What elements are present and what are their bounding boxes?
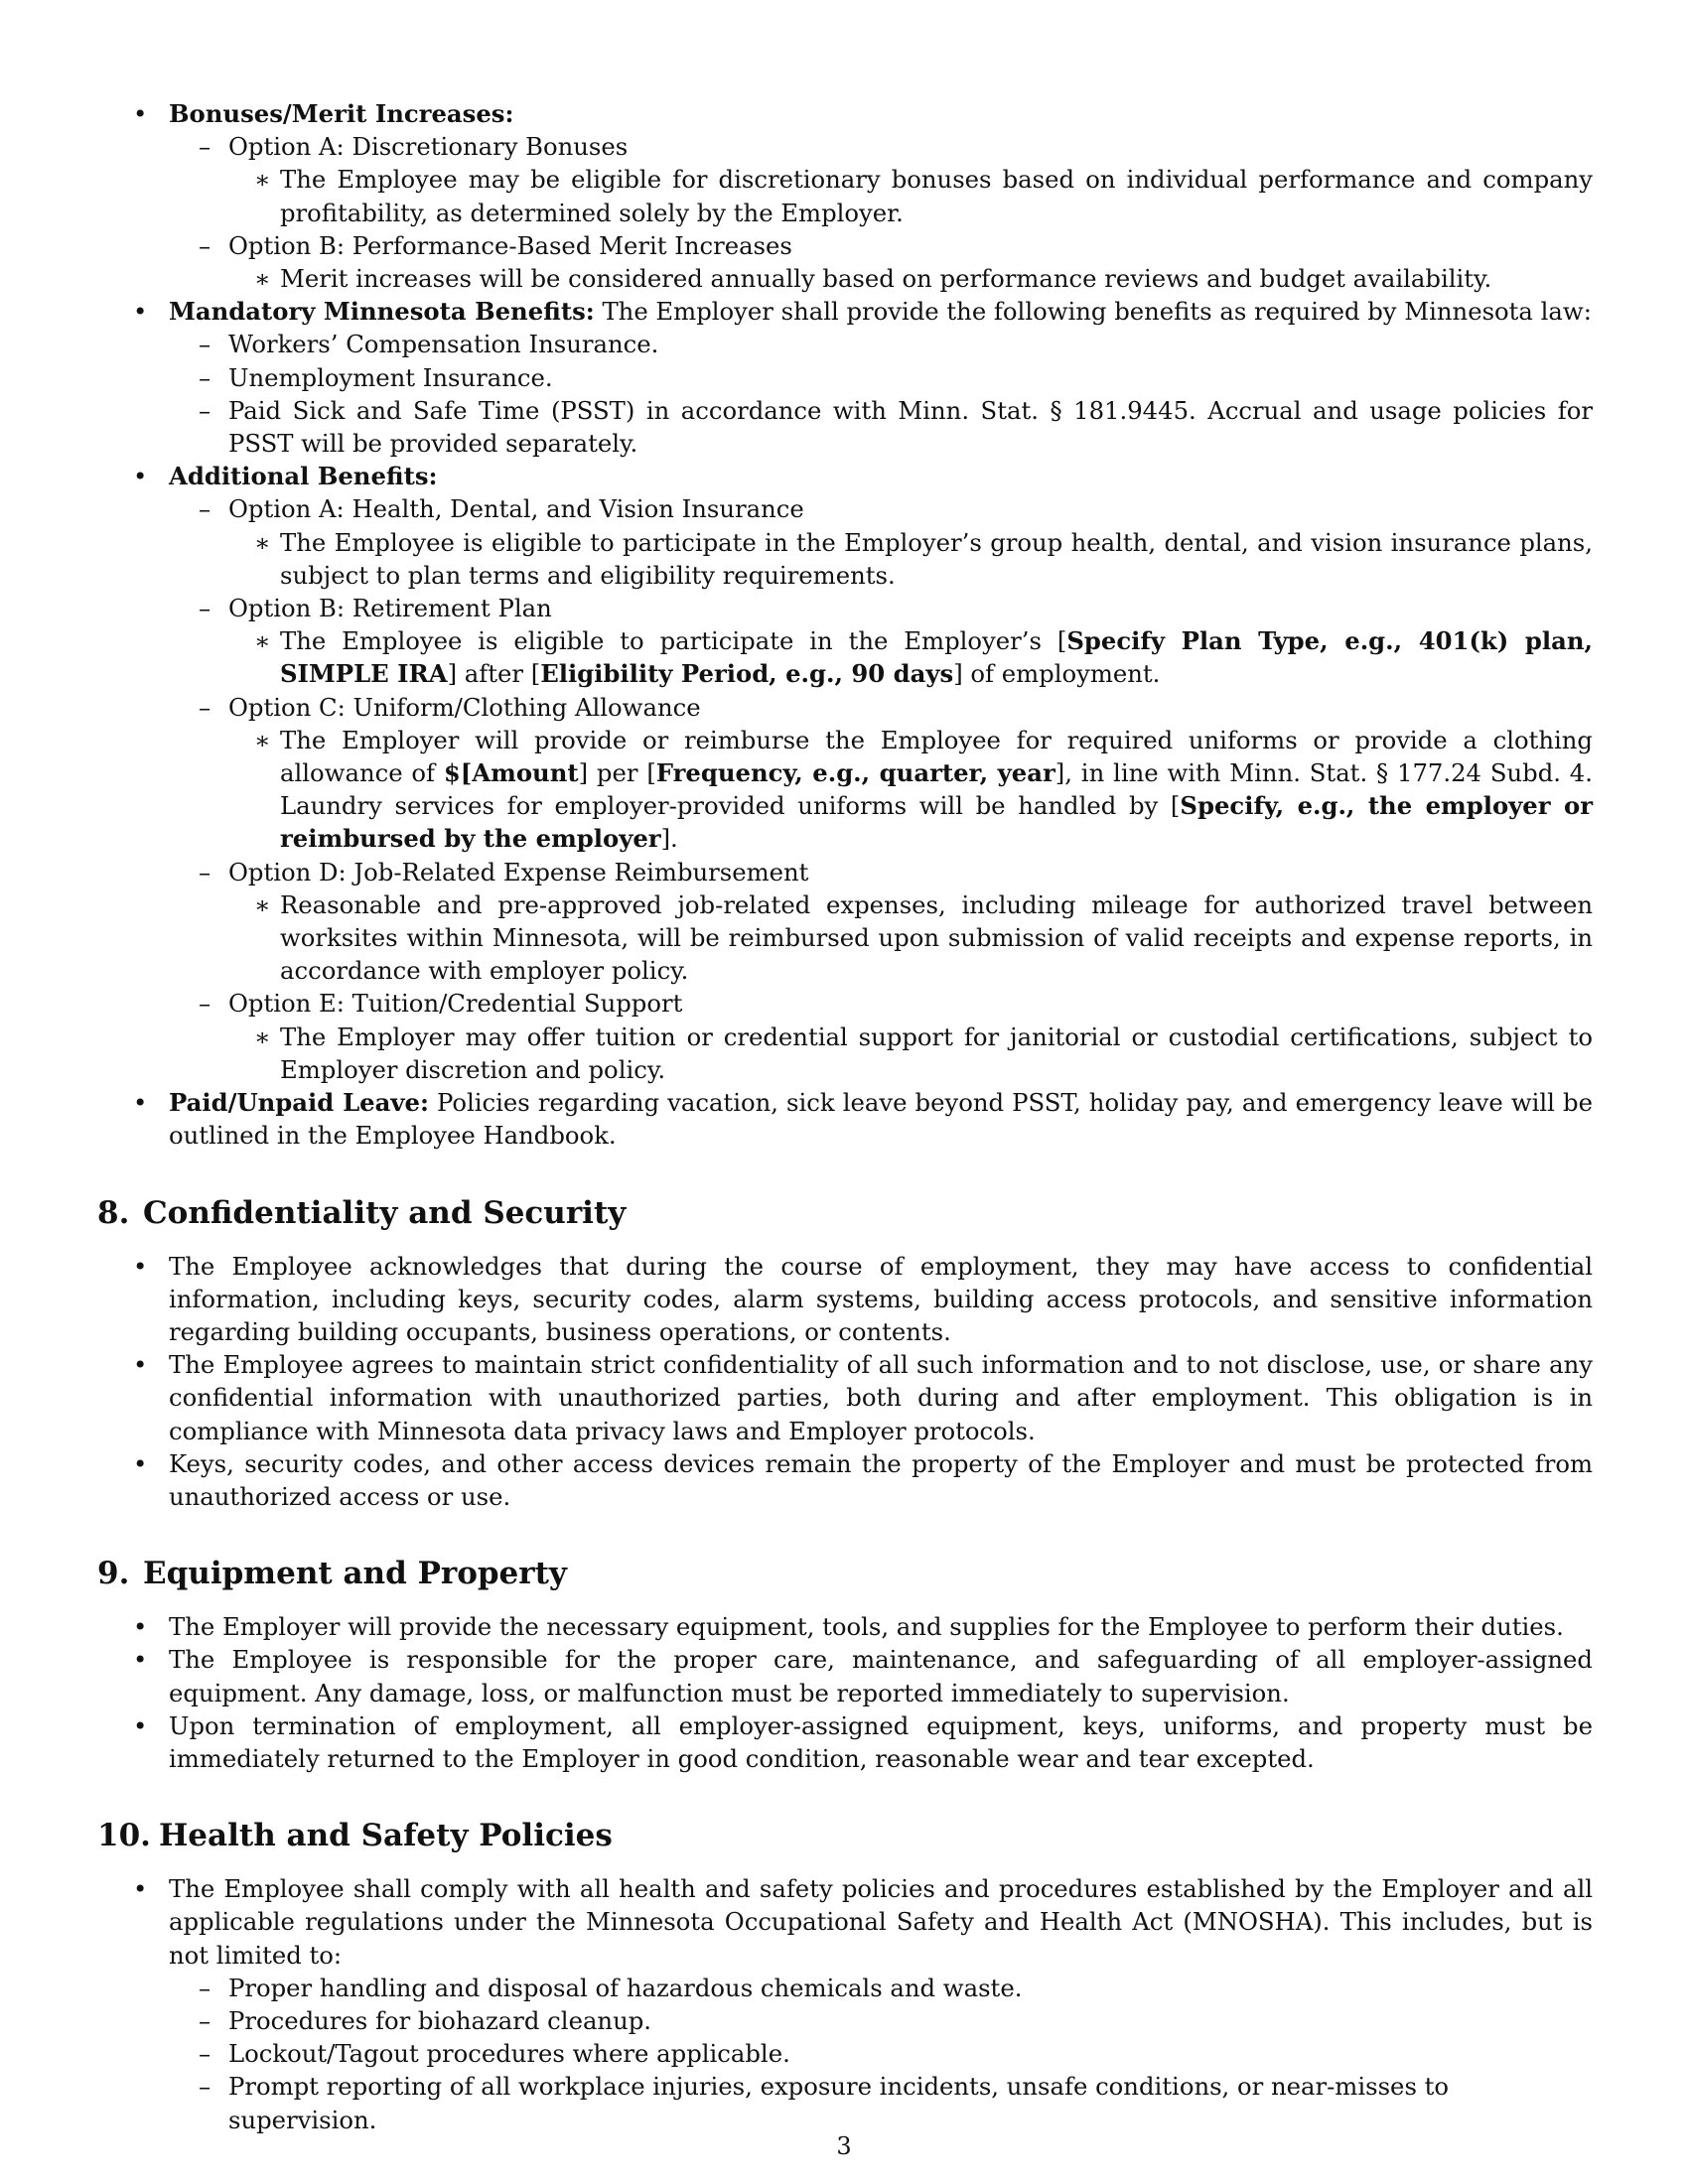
bonuses-option-b: – Option B: Performance-Based Merit Increases ∗ Merit increases will be considered annually based on performance reviews and budget availability.	[169, 229, 1593, 295]
bonuses-heading: Bonuses/Merit Increases:	[169, 99, 514, 128]
safety-procedure: – Proper handling and disposal of hazardous chemicals and waste.	[169, 1972, 1593, 2004]
mandatory-benefit: – Unemployment Insurance.	[169, 361, 1593, 394]
mandatory-intro: The Employer shall provide the following benefits as required by Minnesota law:	[602, 297, 1592, 327]
additional-option-c-detail: ∗ The Employer will provide or reimburse the Employee for required uniforms or provide a clothing allowance of $[Amount] per [Frequency, e.g., quarter, year], in line with Minn. Stat. § 177.24 Subd. 4. Laundry services for employer-provided uniforms will be handled by [Specify, e.g., the employer or reimbursed by the employer].	[228, 724, 1593, 856]
section-9-heading: 9. Equipment and Property	[97, 1556, 567, 1592]
mandatory-benefits-item	[97, 295, 1593, 460]
section-9-list	[97, 1610, 1593, 1775]
additional-option-b-detail: ∗ The Employee is eligible to participate in the Employer’s [Specify Plan Type, e.g., 401(k) plan, SIMPLE IRA] after [Eligibility Period, e.g., 90 days] of employment.	[228, 624, 1593, 690]
mandatory-heading: Mandatory Minnesota Benefits:	[169, 297, 595, 327]
bonuses-option-a-detail: ∗ The Employee may be eligible for discretionary bonuses based on individual performance and company profitability, as determined solely by the Employer.	[228, 163, 1593, 228]
additional-option-d: – Option D: Job-Related Expense Reimbursement ∗ Reasonable and pre-approved job-related expenses, including mileage for authorized travel between worksites within Minnesota, will be reimbursed upon submission of valid receipts and expense reports, in accordance with employer policy.	[169, 856, 1593, 988]
leave-item: • Paid/Unpaid Leave: Policies regarding vacation, sick leave beyond PSST, holiday pay, and emergency leave will be outlined in the Employee Handbook.	[97, 1086, 1593, 1152]
safety-procedure: – Procedures for biohazard cleanup.	[169, 2004, 1593, 2037]
list-item: • The Employee agrees to maintain strict confidentiality of all such information and to not disclose, use, or share any confidential information with unauthorized parties, both during and after employment. This obligation is in compliance with Minnesota data privacy laws and Employer protocols.	[97, 1348, 1593, 1447]
bonuses-option-b-detail: ∗ Merit increases will be considered annually based on performance reviews and budget availability.	[228, 262, 1593, 295]
additional-option-a: – Option A: Health, Dental, and Vision Insurance ∗ The Employee is eligible to participate in the Employer’s group health, dental, and vision insurance plans, subject to plan terms and eligibility requirements.	[169, 492, 1593, 592]
page-number: 3	[836, 2132, 852, 2160]
section-10-heading: 10. Health and Safety Policies	[97, 1818, 613, 1854]
bonuses-option-a: – Option A: Discretionary Bonuses ∗ The Employee may be eligible for discretionary bonuses based on individual performance and company profitability, as determined solely by the Employer.	[169, 130, 1593, 229]
section-10-list	[97, 1872, 1593, 2136]
additional-option-b: – Option B: Retirement Plan ∗ The Employee is eligible to participate in the Employer’s [Specify Plan Type, e.g., 401(k) plan, SIMPLE IRA] after [Eligibility Period, e.g., 90 days] of employment.	[169, 592, 1593, 691]
additional-option-a-detail: ∗ The Employee is eligible to participate in the Employer’s group health, dental, and vision insurance plans, subject to plan terms and eligibility requirements.	[228, 526, 1593, 592]
list-item: • Keys, security codes, and other access devices remain the property of the Employer and must be protected from unauthorized access or use.	[97, 1447, 1593, 1513]
additional-benefits-item	[97, 460, 1593, 1086]
section-10-intro-item: • The Employee shall comply with all health and safety policies and procedures established by the Employer and all applicable regulations under the Minnesota Occupational Safety and Health Act (MNOSHA). This includes, but is not limited to: – Proper handling and disposal of hazardous chemicals and waste. – Procedures for biohazard cleanup. – Lockout/Tagout procedures where applicable. – Prompt reporting of all workplace injuries, exposure incidents, unsafe conditions, or near-misses to supervision.	[97, 1872, 1593, 2136]
additional-heading: Additional Benefits:	[169, 462, 438, 491]
list-item: • The Employee acknowledges that during the course of employment, they may have access to confidential information, including keys, security codes, alarm systems, building access protocols, and sensitive information regarding building occupants, business operations, or contents.	[97, 1250, 1593, 1349]
additional-option-d-detail: ∗ Reasonable and pre-approved job-related expenses, including mileage for authorized travel between worksites within Minnesota, will be reimbursed upon submission of valid receipts and expense reports, in accordance with employer policy.	[228, 888, 1593, 988]
section-8-heading: 8. Confidentiality and Security	[97, 1194, 627, 1231]
additional-option-e-detail: ∗ The Employer may offer tuition or credential support for janitorial or custodial certifications, subject to Employer discretion and policy.	[228, 1021, 1593, 1086]
benefits-list	[97, 97, 1593, 1153]
safety-procedure: – Prompt reporting of all workplace injuries, exposure incidents, unsafe conditions, or near-misses to supervision.	[169, 2070, 1593, 2135]
mandatory-benefit: – Workers’ Compensation Insurance.	[169, 328, 1593, 360]
section-8-list	[97, 1250, 1593, 1514]
safety-procedure: – Lockout/Tagout procedures where applicable.	[169, 2037, 1593, 2070]
additional-option-e: – Option E: Tuition/Credential Support ∗ The Employer may offer tuition or credential support for janitorial or custodial certifications, subject to Employer discretion and policy.	[169, 987, 1593, 1086]
document-page	[97, 97, 1593, 2136]
bonuses-item	[97, 97, 1593, 295]
list-item: • Upon termination of employment, all employer-assigned equipment, keys, uniforms, and property must be immediately returned to the Employer in good condition, reasonable wear and tear excepted.	[97, 1709, 1593, 1775]
leave-heading: Paid/Unpaid Leave:	[169, 1088, 429, 1118]
mandatory-benefit: – Paid Sick and Safe Time (PSST) in accordance with Minn. Stat. § 181.9445. Accrual and usage policies for PSST will be provided separately.	[169, 394, 1593, 460]
additional-option-c: – Option C: Uniform/Clothing Allowance ∗ The Employer will provide or reimburse the Employee for required uniforms or provide a clothing allowance of $[Amount] per [Frequency, e.g., quarter, year], in line with Minn. Stat. § 177.24 Subd. 4. Laundry services for employer-provided uniforms will be handled by [Specify, e.g., the employer or reimbursed by the employer].	[169, 691, 1593, 856]
list-item: • The Employer will provide the necessary equipment, tools, and supplies for the Employee to perform their duties.	[97, 1610, 1593, 1643]
list-item: • The Employee is responsible for the proper care, maintenance, and safeguarding of all employer-assigned equipment. Any damage, loss, or malfunction must be reported immediately to supervision.	[97, 1643, 1593, 1708]
